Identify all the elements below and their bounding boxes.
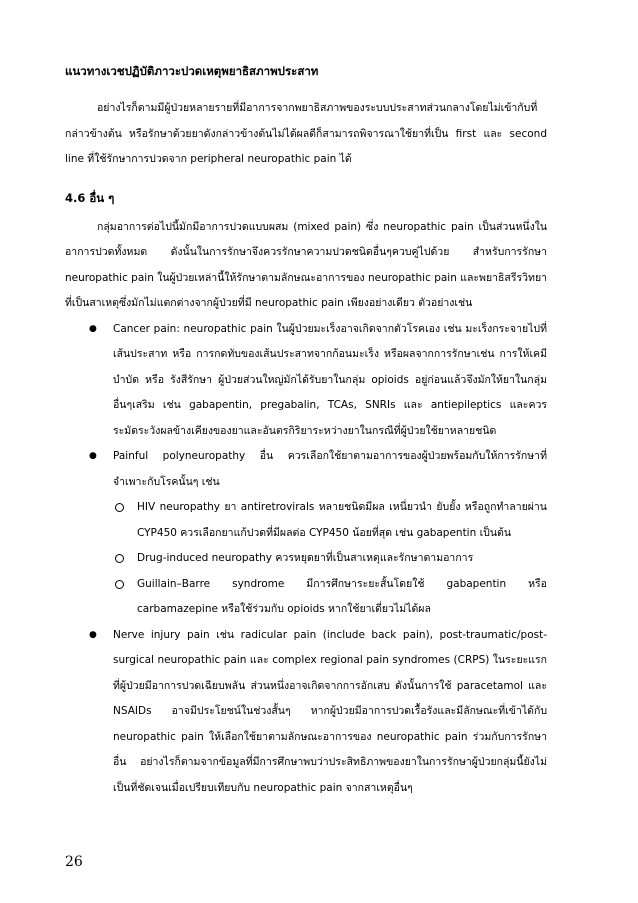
- list-item-text: Painful polyneuropathy อื่น ควรเลือกใช้ยาตามอาการของผู้ป่วยพร้อมกับให้การรักษาที่จำเพาะกับโรคนั้นๆ เช่น: [113, 450, 547, 488]
- page-number: 26: [65, 854, 83, 870]
- document-page: [65, 62, 547, 801]
- list-item-polyneuropathy: [113, 444, 547, 623]
- list-item-text: Cancer pain: neuropathic pain ในผู้ป่วยมะเร็งอาจเกิดจากตัวโรคเอง เช่น มะเร็งกระจายไปที่เส้นประสาท หรือ การกดทับของเส้นประสาทจากก้อนมะเร็ง หรือผลจากการรักษาเช่น การให้เคมีบำบัด หรือ รังสีรักษา ผู้ป่วยส่วนใหญ่มักได้รับยาในกลุ่ม opioids อยู่ก่อนแล้วจึงมักให้ยาในกลุ่มอื่นๆเสริม เช่น gabapentin, pregabalin, TCAs, SNRIs และ antiepileptics และควรระมัดระวังผลข้างเคียงของยาและอันตรกิริยาระหว่างยาในกรณีที่ผู้ป่วยใช้ยาหลายชนิด: [113, 322, 547, 437]
- list-item-text: Nerve injury pain เช่น radicular pain (include back pain), post-traumatic/post-surgical neuropathic pain และ complex regional pain syndromes (CRPS) ในระยะแรกที่ผู้ป่วยมีอาการปวดเฉียบพลัน ส่วนหนึ่งอาจเกิดจากการอักเสบ ดังนั้นการใช้ paracetamol และ NSAIDs อาจมีประโยชน์ในช่วงสั้นๆ หากผู้ป่วยมีอาการปวดเรื้อรังและมีลักษณะที่เข้าได้กับ neuropathic pain ให้เลือกใช้ยาตามลักษณะอาการของ neuropathic pain ร่วมกับการรักษาอื่น อย่างไรก็ตามจากข้อมูลที่มีการศึกษาพบว่าประสิทธิภาพของยาในการรักษาผู้ป่วยกลุ่มนี้ยังไม่เป็นที่ชัดเจนเมื่อเปรียบเทียบกับ neuropathic pain จากสาเหตุอื่นๆ: [113, 628, 547, 794]
- sub-item-text: HIV neuropathy ยา antiretrovirals หลายชนิดมีผล เหนี่ยวนำ ยับยั้ง หรือถูกทำลายผ่าน CYP450 ควรเลือกยาแก้ปวดที่มีผลต่อ CYP450 น้อยที่สุด เช่น gabapentin เป็นต้น: [137, 501, 547, 539]
- sub-item-hiv-neuropathy: [137, 495, 547, 546]
- sub-item-text: Drug-induced neuropathy ควรหยุดยาที่เป็นสาเหตุและรักษาตามอาการ: [137, 552, 474, 564]
- list-item-cancer-pain: [113, 317, 547, 445]
- section-heading: 4.6 อื่น ๆ: [65, 190, 115, 205]
- sub-item-drug-induced: [137, 546, 547, 572]
- list-item-nerve-injury: [113, 623, 547, 802]
- bullet-list: [65, 317, 547, 802]
- sub-item-guillain-barre: [137, 572, 547, 623]
- intro-paragraph: อย่างไรก็ตามมีผู้ป่วยหลายรายที่มีอาการจากพยาธิสภาพของระบบประสาทส่วนกลางโดยไม่เข้ากับที่กล่าวข้างต้น หรือรักษาด้วยยาดังกล่าวข้างต้นไม่ได้ผลดีก็สามารถพิจารณาใช้ยาที่เป็น first และ second line ที่ใช้รักษาการปวดจาก peripheral neuropathic pain ได้: [65, 102, 547, 165]
- running-header: แนวทางเวชปฏิบัติภาวะปวดเหตุพยาธิสภาพประสาท: [65, 64, 319, 78]
- sub-bullet-list: [113, 495, 547, 623]
- sub-item-text: Guillain–Barre syndrome มีการศึกษาระยะสั้นโดยใช้ gabapentin หรือ carbamazepine หรือใช้ร่วมกับ opioids หากใช้ยาเดี่ยวไม่ได้ผล: [137, 577, 547, 615]
- section-intro-paragraph: กลุ่มอาการต่อไปนี้มักมีอาการปวดแบบผสม (mixed pain) ซึ่ง neuropathic pain เป็นส่วนหนึ่งในอาการปวดทั้งหมด ดังนั้นในการรักษาจึงควรรักษาความปวดชนิดอื่นๆควบคู่ไปด้วย สำหรับการรักษา neuropathic pain ในผู้ป่วยเหล่านี้ให้รักษาตามลักษณะอาการของ neuropathic pain และพยาธิสรีรวิทยาที่เป็นสาเหตุซึ่งมักไม่แตกต่างจากผู้ป่วยที่มี neuropathic pain เพียงอย่างเดียว ตัวอย่างเช่น: [65, 220, 547, 309]
